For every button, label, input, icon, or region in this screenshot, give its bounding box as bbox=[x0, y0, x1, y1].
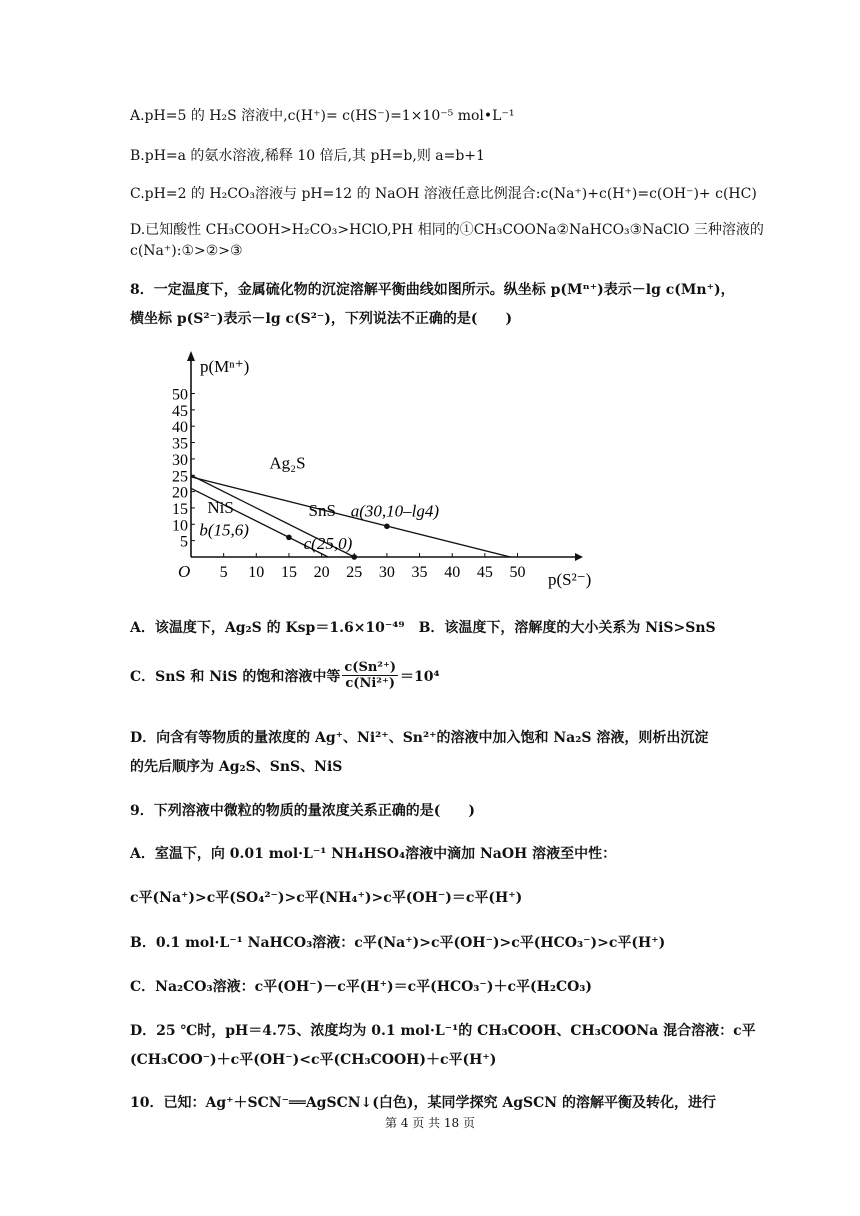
series-label-0: Ag₂S bbox=[269, 453, 306, 473]
origin-label: O bbox=[178, 562, 191, 581]
page-footer: 第 4 页 共 18 页 bbox=[385, 1116, 475, 1130]
y-axis-arrow bbox=[187, 351, 195, 361]
x-tick-label: 30 bbox=[378, 564, 395, 581]
annotation-point-1 bbox=[286, 535, 292, 541]
q8-stem-line1: 8．一定温度下，金属硫化物的沉淀溶解平衡曲线如图所示。纵坐标 p(Mⁿ⁺)表示－lg c(Mn⁺)， bbox=[130, 282, 735, 298]
q8-option-c-denominator: c(Ni²⁺) bbox=[345, 676, 395, 691]
x-tick-label: 25 bbox=[346, 564, 363, 581]
annotation-label-0: a(30,10–lg4) bbox=[350, 501, 440, 521]
x-tick-label: 40 bbox=[444, 564, 461, 581]
y-tick-label: 15 bbox=[172, 500, 188, 518]
annotation-point-0 bbox=[384, 523, 390, 529]
x-tick-label: 15 bbox=[280, 564, 297, 581]
y-axis-label: p(Mⁿ⁺) bbox=[200, 357, 250, 376]
q7-option-a: A.pH=5 的 H₂S 溶液中,c(H⁺)= c(HS⁻)=1×10⁻⁵ mol•L⁻¹ bbox=[130, 108, 515, 124]
annotation-label-1: b(15,6) bbox=[199, 520, 249, 540]
q9-option-c: C．Na₂CO₃溶液：c平(OH⁻)－c平(H⁺)＝c平(HCO₃⁻)＋c平(H₂CO₃) bbox=[130, 979, 593, 995]
q9-option-d-line2: (CH₃COO⁻)＋c平(OH⁻)<c平(CH₃COOH)＋c平(H⁺) bbox=[130, 1052, 497, 1068]
q8-option-c-numerator: c(Sn²⁺) bbox=[344, 660, 397, 675]
q8-option-c bbox=[130, 660, 440, 691]
q9-stem: 9．下列溶液中微粒的物质的量浓度关系正确的是( ) bbox=[130, 803, 475, 819]
x-tick-label: 35 bbox=[411, 564, 428, 581]
y-tick-label: 30 bbox=[172, 451, 188, 469]
x-tick-label: 50 bbox=[509, 564, 526, 581]
x-tick-label: 45 bbox=[476, 564, 493, 581]
q8-chart bbox=[170, 345, 600, 590]
x-tick-label: 5 bbox=[219, 564, 228, 581]
q8-option-c-prefix: C．SnS 和 NiS 的饱和溶液中等 bbox=[130, 668, 341, 685]
y-tick-label: 20 bbox=[172, 484, 188, 502]
y-tick-label: 25 bbox=[172, 468, 188, 486]
q9-option-d-line1: D．25 ℃时，pH＝4.75、浓度均为 0.1 mol·L⁻¹的 CH₃COOH、CH₃COONa 混合溶液：c平 bbox=[130, 1023, 756, 1039]
x-axis-label: p(S²⁻) bbox=[548, 570, 592, 589]
y-tick-label: 5 bbox=[180, 533, 188, 551]
q7-option-d-line1: D.已知酸性 CH₃COOH>H₂CO₃>HClO,PH 相同的①CH₃COONa②NaHCO₃③NaClO 三种溶液的 bbox=[130, 222, 764, 238]
y-tick-label: 10 bbox=[172, 517, 188, 535]
x-axis-arrow bbox=[575, 553, 583, 561]
annotation-label-2: c(25,0) bbox=[303, 534, 353, 553]
q7-option-b: B.pH=a 的氨水溶液,稀释 10 倍后,其 pH=b,则 a=b+1 bbox=[130, 148, 485, 164]
y-tick-label: 50 bbox=[172, 386, 188, 404]
q10-stem: 10．已知：Ag⁺＋SCN⁻══AgSCN↓(白色)，某同学探究 AgSCN 的溶解平衡及转化，进行 bbox=[130, 1095, 716, 1111]
x-tick-label: 20 bbox=[313, 564, 330, 581]
q7-option-c: C.pH=2 的 H₂CO₃溶液与 pH=12 的 NaOH 溶液任意比例混合:c(Na⁺)+c(H⁺)=c(OH⁻)+ c(HC) bbox=[130, 186, 757, 202]
q9-option-a-line2: c平(Na⁺)>c平(SO₄²⁻)>c平(NH₄⁺)>c平(OH⁻)＝c平(H⁺) bbox=[130, 890, 523, 906]
annotation-point-2 bbox=[351, 554, 357, 560]
q9-option-a-line1: A．室温下，向 0.01 mol·L⁻¹ NH₄HSO₄溶液中滴加 NaOH 溶液至中性： bbox=[130, 846, 617, 862]
y-tick-label: 45 bbox=[172, 402, 188, 420]
q8-stem-line2: 横坐标 p(S²⁻)表示－lg c(S²⁻)，下列说法不正确的是( ) bbox=[130, 311, 513, 327]
series-label-2: NiS bbox=[207, 497, 234, 517]
q8-option-c-suffix: ＝10⁴ bbox=[400, 668, 440, 685]
q7-option-d-line2: c(Na⁺):①>②>③ bbox=[130, 243, 243, 259]
q8-option-d-line2: 的先后顺序为 Ag₂S、SnS、NiS bbox=[130, 759, 343, 775]
q8-option-a-b: A．该温度下，Ag₂S 的 Ksp＝1.6×10⁻⁴⁹ B．该温度下，溶解度的大小关系为 NiS>SnS bbox=[130, 620, 716, 636]
y-tick-label: 35 bbox=[172, 435, 188, 453]
q9-option-b: B．0.1 mol·L⁻¹ NaHCO₃溶液：c平(Na⁺)>c平(OH⁻)>c平(HCO₃⁻)>c平(H⁺) bbox=[130, 935, 666, 951]
y-tick-label: 40 bbox=[172, 419, 188, 437]
q8-option-c-fraction bbox=[342, 660, 398, 691]
q8-option-d-line1: D．向含有等物质的量浓度的 Ag⁺、Ni²⁺、Sn²⁺的溶液中加入饱和 Na₂S 溶液，则析出沉淀 bbox=[130, 730, 709, 746]
series-label-1: SnS bbox=[308, 501, 336, 521]
x-tick-label: 10 bbox=[248, 564, 265, 581]
